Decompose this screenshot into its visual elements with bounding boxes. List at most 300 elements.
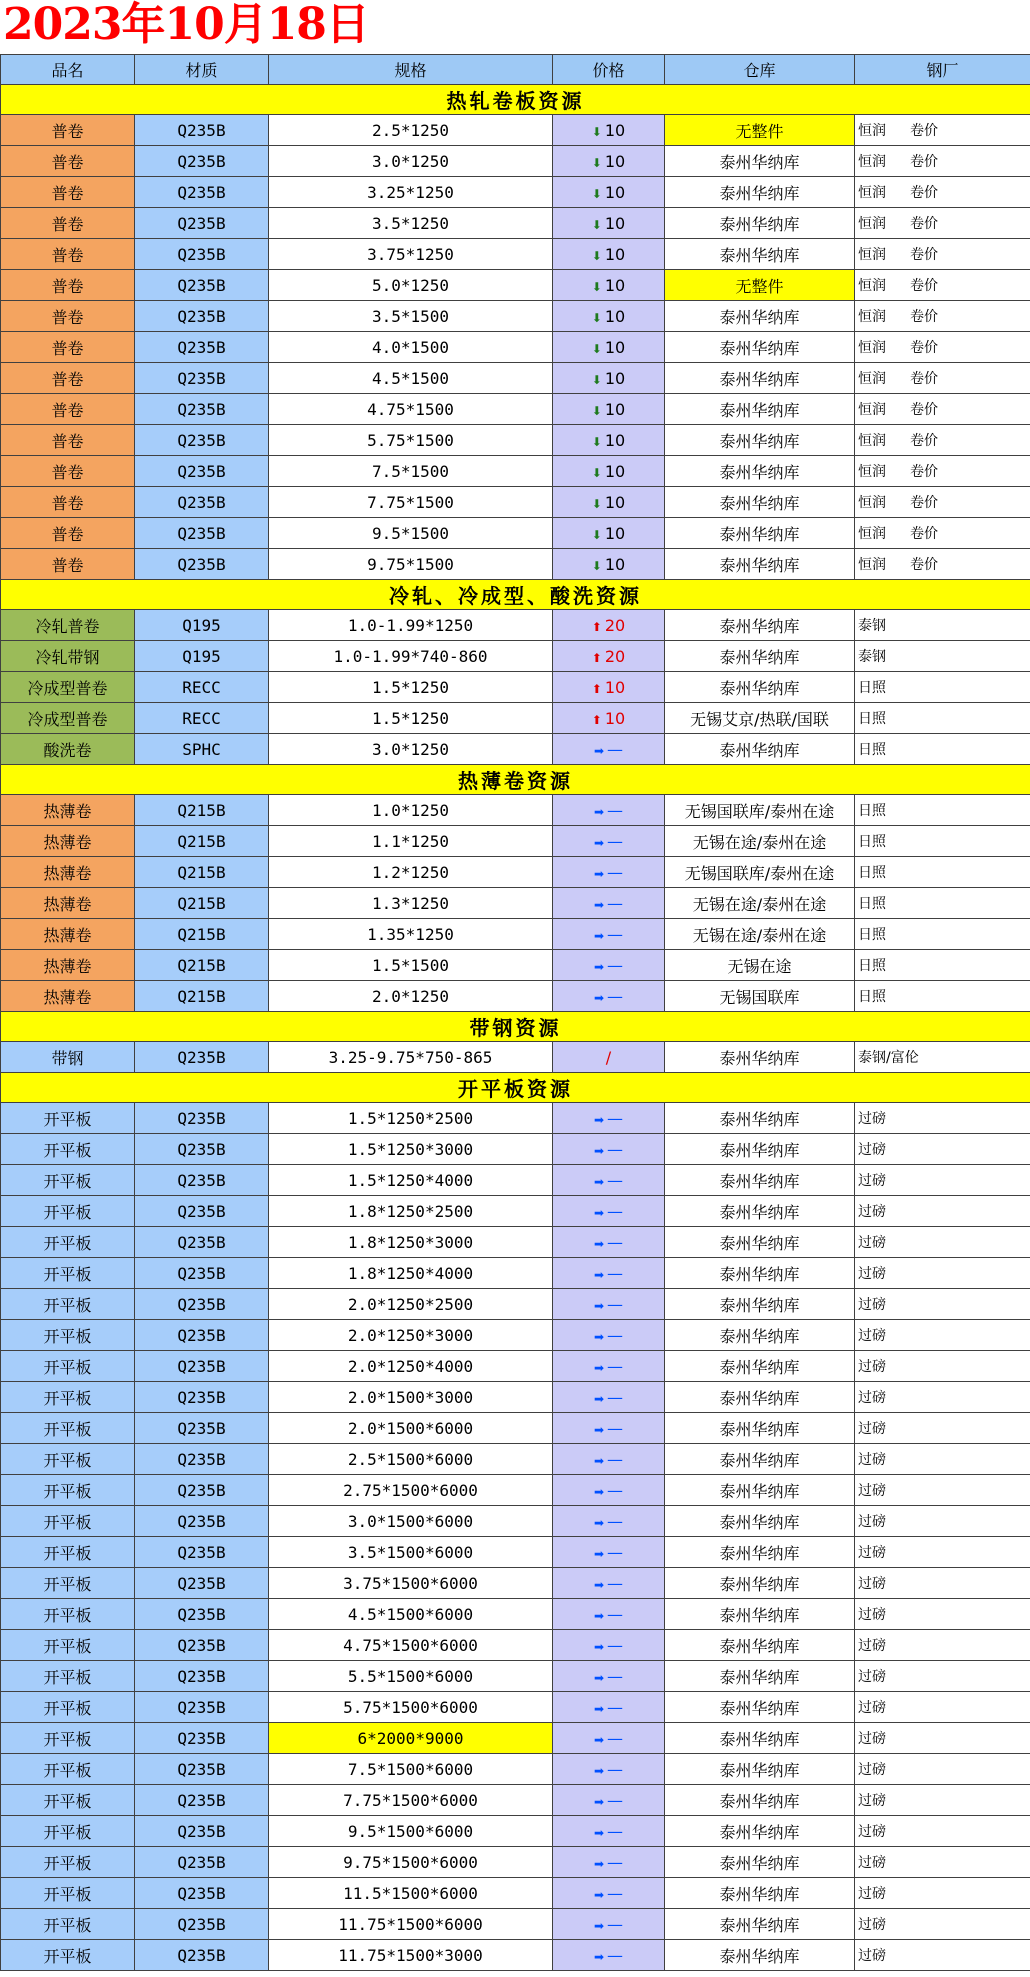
price-cell <box>553 549 665 580</box>
spec-cell: 2.0*1500*6000 <box>269 1413 553 1444</box>
price-down-arrow-icon: ⬇ <box>591 341 602 356</box>
price-change-value: — <box>607 1263 624 1283</box>
product-name-cell: 普卷 <box>1 332 135 363</box>
price-flat-arrow-icon: ➡ <box>593 835 605 850</box>
spec-cell: 3.0*1250 <box>269 734 553 765</box>
price-change-value: — <box>607 1418 624 1438</box>
mill-cell <box>855 1289 1030 1320</box>
material-cell: RECC <box>135 703 269 734</box>
header-cell-warehouse: 仓库 <box>665 55 855 85</box>
mill-cell <box>855 610 1030 641</box>
price-flat-arrow-icon: ➡ <box>593 1298 605 1313</box>
mill-cell <box>855 641 1030 672</box>
product-name-cell: 普卷 <box>1 487 135 518</box>
table-row <box>1 115 1030 146</box>
table-row <box>1 425 1030 456</box>
price-change-value: — <box>607 1480 624 1500</box>
price-cell <box>553 1165 665 1196</box>
mill-name: 日照 <box>858 742 886 758</box>
price-table <box>0 54 1030 1971</box>
section-header-row <box>1 85 1030 115</box>
mill-cell <box>855 1506 1030 1537</box>
warehouse-cell: 泰州华纳库 <box>665 1227 855 1258</box>
warehouse-cell: 泰州华纳库 <box>665 1723 855 1754</box>
table-row <box>1 1940 1030 1971</box>
price-cell <box>553 1134 665 1165</box>
material-cell: Q215B <box>135 888 269 919</box>
price-down-arrow-icon: ⬇ <box>591 124 602 139</box>
warehouse-cell: 泰州华纳库 <box>665 1692 855 1723</box>
mill-name: 恒润 <box>858 433 886 449</box>
table-row <box>1 1847 1030 1878</box>
price-cell <box>553 1537 665 1568</box>
table-row <box>1 1444 1030 1475</box>
material-cell: Q235B <box>135 1196 269 1227</box>
product-name-cell: 热薄卷 <box>1 950 135 981</box>
spec-cell: 2.5*1250 <box>269 115 553 146</box>
table-row <box>1 857 1030 888</box>
spec-cell: 1.5*1250*3000 <box>269 1134 553 1165</box>
spec-cell: 4.75*1500 <box>269 394 553 425</box>
price-flat-arrow-icon: ➡ <box>593 1639 605 1654</box>
warehouse-cell: 泰州华纳库 <box>665 1568 855 1599</box>
warehouse-cell: 无锡国联库/泰州在途 <box>665 795 855 826</box>
mill-cell <box>855 394 1030 425</box>
material-cell: Q235B <box>135 1042 269 1073</box>
mill-note: 卷价 <box>910 340 938 356</box>
warehouse-cell: 泰州华纳库 <box>665 1475 855 1506</box>
mill-note: 卷价 <box>910 557 938 573</box>
price-change-value: — <box>607 1542 624 1562</box>
mill-name: 日照 <box>858 958 886 974</box>
mill-cell <box>855 1227 1030 1258</box>
spec-cell: 3.0*1250 <box>269 146 553 177</box>
spec-cell: 4.75*1500*6000 <box>269 1630 553 1661</box>
price-cell <box>553 1382 665 1413</box>
warehouse-cell: 泰州华纳库 <box>665 208 855 239</box>
mill-name: 过磅 <box>858 1328 886 1344</box>
mill-name: 过磅 <box>858 1669 886 1685</box>
table-row <box>1 1103 1030 1134</box>
price-cell <box>553 1413 665 1444</box>
price-change-value: / <box>605 1047 612 1067</box>
price-flat-arrow-icon: ➡ <box>593 804 605 819</box>
material-cell: Q235B <box>135 208 269 239</box>
table-row <box>1 177 1030 208</box>
mill-name: 恒润 <box>858 216 886 232</box>
product-name-cell: 普卷 <box>1 425 135 456</box>
spec-cell: 3.75*1250 <box>269 239 553 270</box>
product-name-cell: 开平板 <box>1 1103 135 1134</box>
product-name-cell: 酸洗卷 <box>1 734 135 765</box>
mill-name: 过磅 <box>858 1762 886 1778</box>
table-row <box>1 1785 1030 1816</box>
mill-name: 过磅 <box>858 1390 886 1406</box>
product-name-cell: 普卷 <box>1 270 135 301</box>
spec-cell: 9.75*1500 <box>269 549 553 580</box>
header-cell-spec: 规格 <box>269 55 553 85</box>
price-down-arrow-icon: ⬇ <box>591 310 602 325</box>
price-flat-arrow-icon: ➡ <box>593 1856 605 1871</box>
price-change-value: — <box>607 1573 624 1593</box>
table-row <box>1 610 1030 641</box>
price-cell <box>553 1568 665 1599</box>
mill-name: 过磅 <box>858 1607 886 1623</box>
product-name-cell: 普卷 <box>1 146 135 177</box>
price-change-value: — <box>607 1883 624 1903</box>
spec-cell: 1.1*1250 <box>269 826 553 857</box>
price-change-value: — <box>607 1356 624 1376</box>
price-change-value: 10 <box>604 244 626 264</box>
mill-cell <box>855 795 1030 826</box>
price-cell <box>553 950 665 981</box>
section-header-row <box>1 765 1030 795</box>
mill-name: 日照 <box>858 680 886 696</box>
price-flat-arrow-icon: ➡ <box>593 959 605 974</box>
price-change-value: 10 <box>604 151 626 171</box>
product-name-cell: 热薄卷 <box>1 919 135 950</box>
material-cell: Q235B <box>135 1227 269 1258</box>
price-cell <box>553 672 665 703</box>
table-row <box>1 1351 1030 1382</box>
mill-name: 日照 <box>858 865 886 881</box>
price-change-value: — <box>607 862 624 882</box>
price-cell <box>553 301 665 332</box>
price-flat-arrow-icon: ➡ <box>593 1267 605 1282</box>
mill-name: 日照 <box>858 989 886 1005</box>
mill-cell <box>855 1940 1030 1971</box>
price-change-value: — <box>607 1790 624 1810</box>
material-cell: Q235B <box>135 1165 269 1196</box>
price-flat-arrow-icon: ➡ <box>593 990 605 1005</box>
material-cell: Q215B <box>135 950 269 981</box>
mill-cell <box>855 1692 1030 1723</box>
price-flat-arrow-icon: ➡ <box>593 866 605 881</box>
mill-name: 恒润 <box>858 309 886 325</box>
warehouse-cell: 泰州华纳库 <box>665 1289 855 1320</box>
price-cell <box>553 610 665 641</box>
mill-note: 卷价 <box>910 464 938 480</box>
material-cell: Q235B <box>135 1723 269 1754</box>
mill-note: 卷价 <box>910 526 938 542</box>
table-row <box>1 487 1030 518</box>
material-cell: Q235B <box>135 1351 269 1382</box>
material-cell: Q215B <box>135 857 269 888</box>
mill-name: 过磅 <box>858 1917 886 1933</box>
spec-cell: 4.0*1500 <box>269 332 553 363</box>
material-cell: Q235B <box>135 1444 269 1475</box>
material-cell: Q235B <box>135 1103 269 1134</box>
price-cell <box>553 146 665 177</box>
mill-name: 过磅 <box>858 1576 886 1592</box>
table-row <box>1 332 1030 363</box>
price-cell <box>553 919 665 950</box>
price-down-arrow-icon: ⬇ <box>591 279 602 294</box>
product-name-cell: 开平板 <box>1 1661 135 1692</box>
price-down-arrow-icon: ⬇ <box>591 372 602 387</box>
mill-cell <box>855 888 1030 919</box>
mill-cell <box>855 734 1030 765</box>
warehouse-cell: 泰州华纳库 <box>665 1754 855 1785</box>
price-flat-arrow-icon: ➡ <box>593 1732 605 1747</box>
material-cell: Q235B <box>135 456 269 487</box>
material-cell: Q235B <box>135 115 269 146</box>
table-row <box>1 826 1030 857</box>
table-row <box>1 795 1030 826</box>
product-name-cell: 开平板 <box>1 1413 135 1444</box>
price-cell <box>553 1506 665 1537</box>
warehouse-cell: 泰州华纳库 <box>665 1413 855 1444</box>
mill-cell <box>855 487 1030 518</box>
product-name-cell: 普卷 <box>1 115 135 146</box>
material-cell: Q235B <box>135 487 269 518</box>
material-cell: Q215B <box>135 795 269 826</box>
product-name-cell: 开平板 <box>1 1134 135 1165</box>
material-cell: Q235B <box>135 1661 269 1692</box>
spec-cell: 3.5*1500 <box>269 301 553 332</box>
price-flat-arrow-icon: ➡ <box>593 1422 605 1437</box>
price-change-value: — <box>607 1387 624 1407</box>
warehouse-cell: 泰州华纳库 <box>665 301 855 332</box>
mill-name: 恒润 <box>858 154 886 170</box>
spec-cell: 2.5*1500*6000 <box>269 1444 553 1475</box>
product-name-cell: 开平板 <box>1 1816 135 1847</box>
warehouse-cell: 泰州华纳库 <box>665 518 855 549</box>
mill-name: 过磅 <box>858 1948 886 1964</box>
price-change-value: 10 <box>604 430 626 450</box>
price-cell <box>553 734 665 765</box>
mill-cell <box>855 301 1030 332</box>
mill-name: 过磅 <box>858 1824 886 1840</box>
price-change-value: 20 <box>604 615 626 635</box>
price-change-value: — <box>607 1666 624 1686</box>
material-cell: Q215B <box>135 826 269 857</box>
material-cell: Q235B <box>135 394 269 425</box>
price-change-value: — <box>607 1697 624 1717</box>
table-row <box>1 270 1030 301</box>
table-row <box>1 363 1030 394</box>
price-change-value: — <box>607 955 624 975</box>
price-change-value: 10 <box>604 213 626 233</box>
section-title: 冷轧、冷成型、酸洗资源 <box>1 580 1030 610</box>
table-row <box>1 1506 1030 1537</box>
product-name-cell: 普卷 <box>1 456 135 487</box>
price-change-value: 10 <box>604 523 626 543</box>
product-name-cell: 开平板 <box>1 1382 135 1413</box>
material-cell: Q235B <box>135 1909 269 1940</box>
material-cell: Q235B <box>135 301 269 332</box>
spec-cell: 5.0*1250 <box>269 270 553 301</box>
price-cell <box>553 1909 665 1940</box>
section-header-row <box>1 1073 1030 1103</box>
mill-name: 恒润 <box>858 402 886 418</box>
mill-name: 恒润 <box>858 557 886 573</box>
price-change-value: 10 <box>604 337 626 357</box>
price-down-arrow-icon: ⬇ <box>591 403 602 418</box>
warehouse-cell: 泰州华纳库 <box>665 1630 855 1661</box>
mill-cell <box>855 1165 1030 1196</box>
warehouse-cell: 泰州华纳库 <box>665 1537 855 1568</box>
mill-name: 过磅 <box>858 1266 886 1282</box>
mill-cell <box>855 363 1030 394</box>
section-title: 热轧卷板资源 <box>1 85 1030 115</box>
mill-cell <box>855 1320 1030 1351</box>
table-row <box>1 1537 1030 1568</box>
spec-cell: 3.25-9.75*750-865 <box>269 1042 553 1073</box>
material-cell: Q215B <box>135 981 269 1012</box>
product-name-cell: 开平板 <box>1 1475 135 1506</box>
table-row <box>1 981 1030 1012</box>
warehouse-cell: 泰州华纳库 <box>665 641 855 672</box>
price-change-value: — <box>607 1635 624 1655</box>
price-change-value: — <box>607 1728 624 1748</box>
warehouse-cell: 泰州华纳库 <box>665 1847 855 1878</box>
warehouse-cell: 泰州华纳库 <box>665 734 855 765</box>
warehouse-cell: 泰州华纳库 <box>665 1042 855 1073</box>
spec-cell: 1.5*1250 <box>269 703 553 734</box>
product-name-cell: 普卷 <box>1 549 135 580</box>
mill-name: 日照 <box>858 803 886 819</box>
warehouse-cell: 泰州华纳库 <box>665 363 855 394</box>
warehouse-cell: 泰州华纳库 <box>665 332 855 363</box>
mill-name: 过磅 <box>858 1235 886 1251</box>
material-cell: Q235B <box>135 1630 269 1661</box>
mill-cell <box>855 1413 1030 1444</box>
warehouse-cell: 无整件 <box>665 270 855 301</box>
spec-cell: 2.0*1250*4000 <box>269 1351 553 1382</box>
material-cell: Q235B <box>135 1134 269 1165</box>
spec-cell: 1.0-1.99*1250 <box>269 610 553 641</box>
price-down-arrow-icon: ⬇ <box>591 496 602 511</box>
spec-cell: 1.8*1250*3000 <box>269 1227 553 1258</box>
price-change-value: — <box>607 1139 624 1159</box>
material-cell: Q235B <box>135 1382 269 1413</box>
mill-cell <box>855 1630 1030 1661</box>
price-cell <box>553 1289 665 1320</box>
mill-note: 卷价 <box>910 402 938 418</box>
price-cell <box>553 177 665 208</box>
price-change-value: 10 <box>604 492 626 512</box>
table-row <box>1 672 1030 703</box>
mill-cell <box>855 1847 1030 1878</box>
mill-cell <box>855 1475 1030 1506</box>
price-cell <box>553 1103 665 1134</box>
price-cell <box>553 1475 665 1506</box>
mill-cell <box>855 146 1030 177</box>
spec-cell: 1.5*1250*2500 <box>269 1103 553 1134</box>
price-change-value: — <box>607 831 624 851</box>
price-up-arrow-icon: ⬆ <box>591 619 602 634</box>
price-change-value: — <box>607 800 624 820</box>
header-cell-material: 材质 <box>135 55 269 85</box>
table-row <box>1 1320 1030 1351</box>
material-cell: Q235B <box>135 1475 269 1506</box>
price-cell <box>553 239 665 270</box>
price-cell <box>553 641 665 672</box>
table-row <box>1 919 1030 950</box>
table-row <box>1 549 1030 580</box>
material-cell: Q235B <box>135 1754 269 1785</box>
warehouse-cell: 泰州华纳库 <box>665 1785 855 1816</box>
price-change-value: — <box>607 986 624 1006</box>
spec-cell: 9.5*1500 <box>269 518 553 549</box>
mill-name: 恒润 <box>858 123 886 139</box>
mill-name: 过磅 <box>858 1359 886 1375</box>
price-change-value: 10 <box>604 399 626 419</box>
price-down-arrow-icon: ⬇ <box>591 558 602 573</box>
price-change-value: — <box>607 1325 624 1345</box>
table-row <box>1 1227 1030 1258</box>
price-cell <box>553 332 665 363</box>
spec-cell: 9.5*1500*6000 <box>269 1816 553 1847</box>
warehouse-cell: 无锡在途/泰州在途 <box>665 826 855 857</box>
mill-cell <box>855 919 1030 950</box>
mill-cell <box>855 177 1030 208</box>
warehouse-cell: 无锡艾京/热联/国联 <box>665 703 855 734</box>
price-change-value: — <box>607 1511 624 1531</box>
table-row <box>1 950 1030 981</box>
table-row <box>1 1258 1030 1289</box>
product-name-cell: 开平板 <box>1 1351 135 1382</box>
product-name-cell: 开平板 <box>1 1289 135 1320</box>
price-flat-arrow-icon: ➡ <box>593 1484 605 1499</box>
product-name-cell: 开平板 <box>1 1537 135 1568</box>
price-up-arrow-icon: ⬆ <box>591 650 602 665</box>
warehouse-cell: 泰州华纳库 <box>665 239 855 270</box>
mill-cell <box>855 703 1030 734</box>
header-cell-price: 价格 <box>553 55 665 85</box>
spec-cell: 11.75*1500*3000 <box>269 1940 553 1971</box>
table-row <box>1 1042 1030 1073</box>
table-row <box>1 208 1030 239</box>
material-cell: Q235B <box>135 1506 269 1537</box>
mill-name: 恒润 <box>858 340 886 356</box>
mill-name: 过磅 <box>858 1111 886 1127</box>
product-name-cell: 开平板 <box>1 1847 135 1878</box>
table-row <box>1 1599 1030 1630</box>
material-cell: Q215B <box>135 919 269 950</box>
mill-name: 恒润 <box>858 526 886 542</box>
spec-cell: 1.0-1.99*740-860 <box>269 641 553 672</box>
product-name-cell: 开平板 <box>1 1630 135 1661</box>
price-cell <box>553 1661 665 1692</box>
price-cell <box>553 1258 665 1289</box>
price-change-value: — <box>607 1294 624 1314</box>
table-row <box>1 1196 1030 1227</box>
price-cell <box>553 1754 665 1785</box>
product-name-cell: 开平板 <box>1 1165 135 1196</box>
warehouse-cell: 泰州华纳库 <box>665 1599 855 1630</box>
price-flat-arrow-icon: ➡ <box>593 1701 605 1716</box>
table-row <box>1 1568 1030 1599</box>
price-flat-arrow-icon: ➡ <box>593 1670 605 1685</box>
price-flat-arrow-icon: ➡ <box>593 1577 605 1592</box>
warehouse-cell: 泰州华纳库 <box>665 425 855 456</box>
spec-cell: 2.0*1250 <box>269 981 553 1012</box>
price-change-value: 10 <box>604 120 626 140</box>
price-cell <box>553 394 665 425</box>
mill-name: 过磅 <box>858 1204 886 1220</box>
mill-name: 过磅 <box>858 1483 886 1499</box>
price-change-value: — <box>607 739 624 759</box>
price-flat-arrow-icon: ➡ <box>593 1236 605 1251</box>
warehouse-cell: 泰州华纳库 <box>665 549 855 580</box>
spec-cell: 1.2*1250 <box>269 857 553 888</box>
material-cell: Q235B <box>135 1320 269 1351</box>
mill-name: 过磅 <box>858 1855 886 1871</box>
mill-name: 泰钢 <box>858 649 886 665</box>
price-flat-arrow-icon: ➡ <box>593 1794 605 1809</box>
